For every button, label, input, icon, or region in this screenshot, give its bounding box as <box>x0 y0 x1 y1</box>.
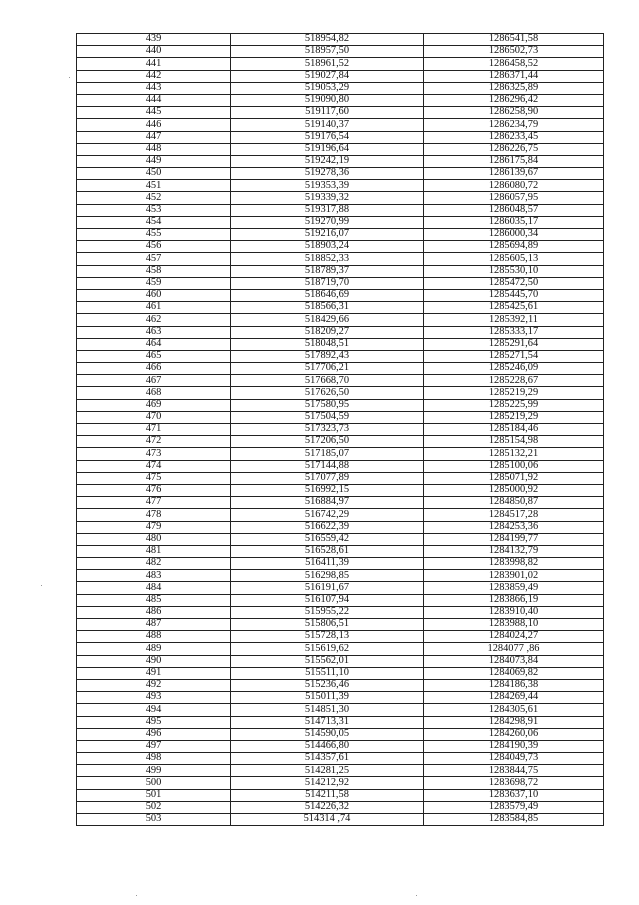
y-coordinate-cell: 1285291,64 <box>424 338 604 350</box>
y-coordinate-cell: 1286502,73 <box>424 46 604 58</box>
point-number-cell: 457 <box>77 253 231 265</box>
point-number-cell: 484 <box>77 582 231 594</box>
x-coordinate-cell: 517144,88 <box>231 460 424 472</box>
point-number-cell: 468 <box>77 387 231 399</box>
point-number-cell: 476 <box>77 484 231 496</box>
x-coordinate-cell: 519278,36 <box>231 168 424 180</box>
x-coordinate-cell: 517077,89 <box>231 472 424 484</box>
y-coordinate-cell: 1284269,44 <box>424 692 604 704</box>
x-coordinate-cell: 516411,39 <box>231 558 424 570</box>
x-coordinate-cell: 515806,51 <box>231 619 424 631</box>
table-row <box>77 460 604 472</box>
x-coordinate-cell: 519090,80 <box>231 94 424 106</box>
point-number-cell: 502 <box>77 801 231 813</box>
x-coordinate-cell: 517668,70 <box>231 375 424 387</box>
y-coordinate-cell: 1284199,77 <box>424 533 604 545</box>
point-number-cell: 483 <box>77 570 231 582</box>
table-row <box>77 363 604 375</box>
point-number-cell: 449 <box>77 155 231 167</box>
table-row <box>77 582 604 594</box>
point-number-cell: 501 <box>77 789 231 801</box>
table-row <box>77 814 604 826</box>
y-coordinate-cell: 1286234,79 <box>424 119 604 131</box>
point-number-cell: 480 <box>77 533 231 545</box>
table-row <box>77 765 604 777</box>
x-coordinate-cell: 518903,24 <box>231 241 424 253</box>
table-row <box>77 509 604 521</box>
point-number-cell: 442 <box>77 70 231 82</box>
table-row <box>77 424 604 436</box>
point-number-cell: 440 <box>77 46 231 58</box>
table-row <box>77 82 604 94</box>
x-coordinate-cell: 518646,69 <box>231 289 424 301</box>
table-row <box>77 606 604 618</box>
scan-speck <box>69 77 70 78</box>
y-coordinate-cell: 1286000,34 <box>424 229 604 241</box>
table-row <box>77 277 604 289</box>
y-coordinate-cell: 1286296,42 <box>424 94 604 106</box>
table-row <box>77 570 604 582</box>
y-coordinate-cell: 1283637,10 <box>424 789 604 801</box>
point-number-cell: 465 <box>77 350 231 362</box>
x-coordinate-cell: 514212,92 <box>231 777 424 789</box>
x-coordinate-cell: 518429,66 <box>231 314 424 326</box>
table-row <box>77 594 604 606</box>
table-row <box>77 216 604 228</box>
y-coordinate-cell: 1286371,44 <box>424 70 604 82</box>
point-number-cell: 467 <box>77 375 231 387</box>
table-row <box>77 107 604 119</box>
x-coordinate-cell: 514314 ,74 <box>231 814 424 826</box>
x-coordinate-cell: 519196,64 <box>231 143 424 155</box>
y-coordinate-cell: 1286035,17 <box>424 216 604 228</box>
table-row <box>77 119 604 131</box>
point-number-cell: 493 <box>77 692 231 704</box>
y-coordinate-cell: 1286541,58 <box>424 34 604 46</box>
point-number-cell: 478 <box>77 509 231 521</box>
point-number-cell: 459 <box>77 277 231 289</box>
x-coordinate-cell: 518566,31 <box>231 302 424 314</box>
x-coordinate-cell: 516191,67 <box>231 582 424 594</box>
point-number-cell: 452 <box>77 192 231 204</box>
x-coordinate-cell: 518954,82 <box>231 34 424 46</box>
y-coordinate-cell: 1284260,06 <box>424 728 604 740</box>
y-coordinate-cell: 1286080,72 <box>424 180 604 192</box>
x-coordinate-cell: 517580,95 <box>231 399 424 411</box>
y-coordinate-cell: 1286458,52 <box>424 58 604 70</box>
table-row <box>77 777 604 789</box>
x-coordinate-cell: 516992,15 <box>231 484 424 496</box>
x-coordinate-cell: 518852,33 <box>231 253 424 265</box>
y-coordinate-cell: 1285100,06 <box>424 460 604 472</box>
x-coordinate-cell: 516742,29 <box>231 509 424 521</box>
y-coordinate-cell: 1284305,61 <box>424 704 604 716</box>
point-number-cell: 453 <box>77 204 231 216</box>
table-row <box>77 131 604 143</box>
table-row <box>77 558 604 570</box>
point-number-cell: 456 <box>77 241 231 253</box>
table-row <box>77 302 604 314</box>
y-coordinate-cell: 1285425,61 <box>424 302 604 314</box>
point-number-cell: 481 <box>77 545 231 557</box>
x-coordinate-cell: 518048,51 <box>231 338 424 350</box>
table-row <box>77 448 604 460</box>
y-coordinate-cell: 1283844,75 <box>424 765 604 777</box>
point-number-cell: 491 <box>77 667 231 679</box>
y-coordinate-cell: 1285271,54 <box>424 350 604 362</box>
y-coordinate-cell: 1285071,92 <box>424 472 604 484</box>
x-coordinate-cell: 515011,39 <box>231 692 424 704</box>
table-row <box>77 192 604 204</box>
x-coordinate-cell: 514713,31 <box>231 716 424 728</box>
point-number-cell: 450 <box>77 168 231 180</box>
table-row <box>77 472 604 484</box>
point-number-cell: 447 <box>77 131 231 143</box>
point-number-cell: 494 <box>77 704 231 716</box>
y-coordinate-cell: 1284517,28 <box>424 509 604 521</box>
y-coordinate-cell: 1284073,84 <box>424 655 604 667</box>
table-row <box>77 326 604 338</box>
x-coordinate-cell: 519140,37 <box>231 119 424 131</box>
y-coordinate-cell: 1283910,40 <box>424 606 604 618</box>
point-number-cell: 461 <box>77 302 231 314</box>
table-row <box>77 143 604 155</box>
point-number-cell: 454 <box>77 216 231 228</box>
point-number-cell: 492 <box>77 679 231 691</box>
x-coordinate-cell: 518957,50 <box>231 46 424 58</box>
y-coordinate-cell: 1285219,29 <box>424 387 604 399</box>
table-row <box>77 655 604 667</box>
x-coordinate-cell: 517185,07 <box>231 448 424 460</box>
table-row <box>77 545 604 557</box>
x-coordinate-cell: 517504,59 <box>231 411 424 423</box>
y-coordinate-cell: 1285605,13 <box>424 253 604 265</box>
point-number-cell: 471 <box>77 424 231 436</box>
point-number-cell: 448 <box>77 143 231 155</box>
x-coordinate-cell: 518719,70 <box>231 277 424 289</box>
table-row <box>77 375 604 387</box>
table-row <box>77 704 604 716</box>
y-coordinate-cell: 1285530,10 <box>424 265 604 277</box>
point-number-cell: 498 <box>77 753 231 765</box>
y-coordinate-cell: 1286048,57 <box>424 204 604 216</box>
y-coordinate-cell: 1284069,82 <box>424 667 604 679</box>
y-coordinate-cell: 1286057,95 <box>424 192 604 204</box>
table-row <box>77 387 604 399</box>
y-coordinate-cell: 1285445,70 <box>424 289 604 301</box>
y-coordinate-cell: 1285246,09 <box>424 363 604 375</box>
x-coordinate-cell: 514466,80 <box>231 740 424 752</box>
y-coordinate-cell: 1283698,72 <box>424 777 604 789</box>
point-number-cell: 475 <box>77 472 231 484</box>
y-coordinate-cell: 1285154,98 <box>424 436 604 448</box>
table-row <box>77 679 604 691</box>
y-coordinate-cell: 1283998,82 <box>424 558 604 570</box>
table-row <box>77 229 604 241</box>
x-coordinate-cell: 516559,42 <box>231 533 424 545</box>
point-number-cell: 469 <box>77 399 231 411</box>
x-coordinate-cell: 515955,22 <box>231 606 424 618</box>
x-coordinate-cell: 517892,43 <box>231 350 424 362</box>
point-number-cell: 444 <box>77 94 231 106</box>
x-coordinate-cell: 519027,84 <box>231 70 424 82</box>
x-coordinate-cell: 514226,32 <box>231 801 424 813</box>
y-coordinate-cell: 1285228,67 <box>424 375 604 387</box>
y-coordinate-cell: 1286139,67 <box>424 168 604 180</box>
table-row <box>77 753 604 765</box>
point-number-cell: 490 <box>77 655 231 667</box>
table-row <box>77 667 604 679</box>
y-coordinate-cell: 1285694,89 <box>424 241 604 253</box>
table-row <box>77 46 604 58</box>
y-coordinate-cell: 1284132,79 <box>424 545 604 557</box>
scan-speck <box>41 585 42 586</box>
y-coordinate-cell: 1284298,91 <box>424 716 604 728</box>
y-coordinate-cell: 1285333,17 <box>424 326 604 338</box>
table-row <box>77 180 604 192</box>
x-coordinate-cell: 515619,62 <box>231 643 424 655</box>
point-number-cell: 489 <box>77 643 231 655</box>
y-coordinate-cell: 1283584,85 <box>424 814 604 826</box>
y-coordinate-cell: 1283988,10 <box>424 619 604 631</box>
scan-speck <box>136 895 137 896</box>
point-number-cell: 460 <box>77 289 231 301</box>
coordinates-table <box>76 33 604 826</box>
point-number-cell: 497 <box>77 740 231 752</box>
table-row <box>77 338 604 350</box>
point-number-cell: 466 <box>77 363 231 375</box>
point-number-cell: 486 <box>77 606 231 618</box>
x-coordinate-cell: 514851,30 <box>231 704 424 716</box>
table-row <box>77 521 604 533</box>
x-coordinate-cell: 519242,19 <box>231 155 424 167</box>
point-number-cell: 503 <box>77 814 231 826</box>
y-coordinate-cell: 1283579,49 <box>424 801 604 813</box>
y-coordinate-cell: 1284077 ,86 <box>424 643 604 655</box>
table-row <box>77 740 604 752</box>
y-coordinate-cell: 1284850,87 <box>424 497 604 509</box>
point-number-cell: 443 <box>77 82 231 94</box>
point-number-cell: 445 <box>77 107 231 119</box>
point-number-cell: 499 <box>77 765 231 777</box>
table-row <box>77 643 604 655</box>
coordinates-table-body <box>77 34 604 826</box>
x-coordinate-cell: 519353,39 <box>231 180 424 192</box>
table-row <box>77 94 604 106</box>
y-coordinate-cell: 1284190,39 <box>424 740 604 752</box>
table-row <box>77 497 604 509</box>
point-number-cell: 462 <box>77 314 231 326</box>
point-number-cell: 477 <box>77 497 231 509</box>
y-coordinate-cell: 1284253,36 <box>424 521 604 533</box>
point-number-cell: 500 <box>77 777 231 789</box>
y-coordinate-cell: 1285472,50 <box>424 277 604 289</box>
x-coordinate-cell: 514590,05 <box>231 728 424 740</box>
y-coordinate-cell: 1285000,92 <box>424 484 604 496</box>
x-coordinate-cell: 517626,50 <box>231 387 424 399</box>
x-coordinate-cell: 518209,27 <box>231 326 424 338</box>
point-number-cell: 451 <box>77 180 231 192</box>
table-row <box>77 436 604 448</box>
y-coordinate-cell: 1284024,27 <box>424 631 604 643</box>
y-coordinate-cell: 1286258,90 <box>424 107 604 119</box>
point-number-cell: 472 <box>77 436 231 448</box>
y-coordinate-cell: 1284186,38 <box>424 679 604 691</box>
table-row <box>77 265 604 277</box>
point-number-cell: 488 <box>77 631 231 643</box>
table-row <box>77 241 604 253</box>
table-row <box>77 314 604 326</box>
x-coordinate-cell: 515562,01 <box>231 655 424 667</box>
x-coordinate-cell: 518961,52 <box>231 58 424 70</box>
y-coordinate-cell: 1286226,75 <box>424 143 604 155</box>
point-number-cell: 479 <box>77 521 231 533</box>
point-number-cell: 495 <box>77 716 231 728</box>
x-coordinate-cell: 514281,25 <box>231 765 424 777</box>
point-number-cell: 487 <box>77 619 231 631</box>
table-row <box>77 728 604 740</box>
table-row <box>77 484 604 496</box>
point-number-cell: 470 <box>77 411 231 423</box>
x-coordinate-cell: 514211,58 <box>231 789 424 801</box>
x-coordinate-cell: 519216,07 <box>231 229 424 241</box>
table-row <box>77 155 604 167</box>
x-coordinate-cell: 515728,13 <box>231 631 424 643</box>
table-row <box>77 34 604 46</box>
y-coordinate-cell: 1285132,21 <box>424 448 604 460</box>
point-number-cell: 496 <box>77 728 231 740</box>
y-coordinate-cell: 1285184,46 <box>424 424 604 436</box>
x-coordinate-cell: 517706,21 <box>231 363 424 375</box>
point-number-cell: 458 <box>77 265 231 277</box>
x-coordinate-cell: 519117,60 <box>231 107 424 119</box>
y-coordinate-cell: 1283901,02 <box>424 570 604 582</box>
point-number-cell: 446 <box>77 119 231 131</box>
x-coordinate-cell: 519053,29 <box>231 82 424 94</box>
table-row <box>77 289 604 301</box>
y-coordinate-cell: 1285219,29 <box>424 411 604 423</box>
x-coordinate-cell: 516298,85 <box>231 570 424 582</box>
y-coordinate-cell: 1286325,89 <box>424 82 604 94</box>
y-coordinate-cell: 1286175,84 <box>424 155 604 167</box>
table-row <box>77 789 604 801</box>
table-row <box>77 411 604 423</box>
y-coordinate-cell: 1283859,49 <box>424 582 604 594</box>
point-number-cell: 482 <box>77 558 231 570</box>
x-coordinate-cell: 519339,32 <box>231 192 424 204</box>
x-coordinate-cell: 515511,10 <box>231 667 424 679</box>
x-coordinate-cell: 516528,61 <box>231 545 424 557</box>
x-coordinate-cell: 517323,73 <box>231 424 424 436</box>
x-coordinate-cell: 516884,97 <box>231 497 424 509</box>
x-coordinate-cell: 519317,88 <box>231 204 424 216</box>
table-row <box>77 801 604 813</box>
point-number-cell: 474 <box>77 460 231 472</box>
x-coordinate-cell: 518789,37 <box>231 265 424 277</box>
table-row <box>77 399 604 411</box>
table-row <box>77 204 604 216</box>
table-row <box>77 533 604 545</box>
table-row <box>77 70 604 82</box>
point-number-cell: 441 <box>77 58 231 70</box>
table-row <box>77 58 604 70</box>
table-row <box>77 692 604 704</box>
x-coordinate-cell: 516107,94 <box>231 594 424 606</box>
point-number-cell: 464 <box>77 338 231 350</box>
point-number-cell: 455 <box>77 229 231 241</box>
y-coordinate-cell: 1286233,45 <box>424 131 604 143</box>
y-coordinate-cell: 1285225,99 <box>424 399 604 411</box>
scan-speck <box>416 895 417 896</box>
y-coordinate-cell: 1284049,73 <box>424 753 604 765</box>
point-number-cell: 473 <box>77 448 231 460</box>
x-coordinate-cell: 519270,99 <box>231 216 424 228</box>
table-row <box>77 350 604 362</box>
x-coordinate-cell: 519176,54 <box>231 131 424 143</box>
table-row <box>77 168 604 180</box>
point-number-cell: 439 <box>77 34 231 46</box>
table-row <box>77 253 604 265</box>
table-row <box>77 619 604 631</box>
table-row <box>77 631 604 643</box>
table-row <box>77 716 604 728</box>
y-coordinate-cell: 1285392,11 <box>424 314 604 326</box>
x-coordinate-cell: 515236,46 <box>231 679 424 691</box>
x-coordinate-cell: 516622,39 <box>231 521 424 533</box>
point-number-cell: 463 <box>77 326 231 338</box>
x-coordinate-cell: 517206,50 <box>231 436 424 448</box>
x-coordinate-cell: 514357,61 <box>231 753 424 765</box>
point-number-cell: 485 <box>77 594 231 606</box>
y-coordinate-cell: 1283866,19 <box>424 594 604 606</box>
